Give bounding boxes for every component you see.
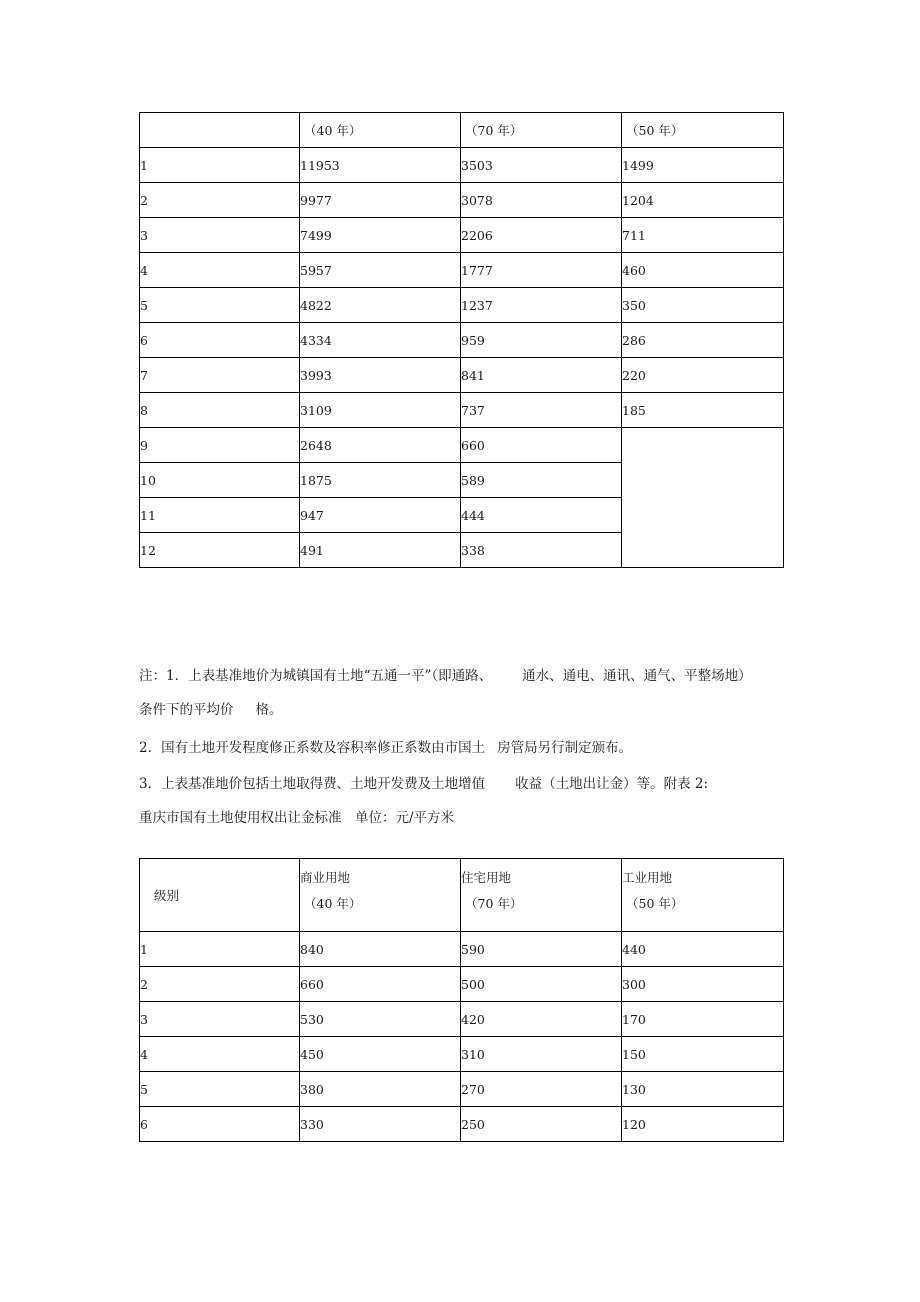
level-cell: 8 bbox=[140, 393, 300, 428]
price-cell: 959 bbox=[461, 323, 622, 358]
fee-cell: 330 bbox=[300, 1107, 461, 1142]
price-cell: 2206 bbox=[461, 218, 622, 253]
price-cell: 711 bbox=[622, 218, 784, 253]
merged-empty-cell bbox=[622, 428, 784, 568]
fee-cell: 530 bbox=[300, 1002, 461, 1037]
price-cell: 338 bbox=[461, 533, 622, 568]
price-cell: 1204 bbox=[622, 183, 784, 218]
table-2-header-row bbox=[140, 859, 784, 932]
level-cell: 3 bbox=[140, 1002, 300, 1037]
table-row bbox=[140, 323, 784, 358]
price-cell: 3078 bbox=[461, 183, 622, 218]
price-cell: 350 bbox=[622, 288, 784, 323]
price-cell: 1777 bbox=[461, 253, 622, 288]
price-cell: 737 bbox=[461, 393, 622, 428]
price-cell: 4334 bbox=[300, 323, 461, 358]
price-cell: 947 bbox=[300, 498, 461, 533]
column-years-industrial: （50 年） bbox=[626, 896, 684, 911]
table-row bbox=[140, 288, 784, 323]
table-row bbox=[140, 1037, 784, 1072]
header-cell-commercial bbox=[300, 859, 461, 932]
note-1-part-a: 注：1．上表基准地价为城镇国有土地“五通一平”（即通路、 bbox=[139, 668, 493, 684]
header-cell: （70 年） bbox=[461, 113, 622, 148]
column-years-commercial: （40 年） bbox=[304, 896, 362, 911]
level-cell: 2 bbox=[140, 967, 300, 1002]
level-cell: 10 bbox=[140, 463, 300, 498]
base-land-price-table bbox=[139, 112, 784, 568]
level-cell: 2 bbox=[140, 183, 300, 218]
fee-cell: 500 bbox=[461, 967, 622, 1002]
price-cell: 11953 bbox=[300, 148, 461, 183]
note-1-part-b: 通水、通电、通讯、通气、平整场地） bbox=[522, 668, 752, 684]
price-cell: 444 bbox=[461, 498, 622, 533]
table-row bbox=[140, 218, 784, 253]
note-2-part-b: 房管局另行制定颁布。 bbox=[497, 740, 633, 756]
table-row bbox=[140, 1002, 784, 1037]
fee-cell: 440 bbox=[622, 932, 784, 967]
note-3-part-a: 3．上表基准地价包括土地取得费、土地开发费及土地增值 bbox=[139, 776, 486, 792]
fee-cell: 150 bbox=[622, 1037, 784, 1072]
price-cell: 9977 bbox=[300, 183, 461, 218]
price-cell: 5957 bbox=[300, 253, 461, 288]
fee-cell: 450 bbox=[300, 1037, 461, 1072]
note-3-part-b: 收益（土地出让金）等。附表 2: bbox=[515, 776, 709, 792]
level-cell: 7 bbox=[140, 358, 300, 393]
price-cell: 3109 bbox=[300, 393, 461, 428]
fee-cell: 270 bbox=[461, 1072, 622, 1107]
fee-cell: 300 bbox=[622, 967, 784, 1002]
level-cell: 9 bbox=[140, 428, 300, 463]
price-cell: 7499 bbox=[300, 218, 461, 253]
price-cell: 660 bbox=[461, 428, 622, 463]
price-cell: 286 bbox=[622, 323, 784, 358]
table-row bbox=[140, 358, 784, 393]
fee-cell: 250 bbox=[461, 1107, 622, 1142]
level-cell: 5 bbox=[140, 1072, 300, 1107]
level-cell: 1 bbox=[140, 932, 300, 967]
note-2 bbox=[139, 738, 799, 758]
header-cell: （50 年） bbox=[622, 113, 784, 148]
table-row bbox=[140, 967, 784, 1002]
level-cell: 11 bbox=[140, 498, 300, 533]
header-cell bbox=[140, 113, 300, 148]
land-transfer-fee-table bbox=[139, 858, 784, 1142]
column-name-industrial: 工业用地 bbox=[622, 870, 673, 885]
price-cell: 2648 bbox=[300, 428, 461, 463]
level-cell: 3 bbox=[140, 218, 300, 253]
price-cell: 185 bbox=[622, 393, 784, 428]
price-cell: 1875 bbox=[300, 463, 461, 498]
level-cell: 1 bbox=[140, 148, 300, 183]
level-header: 级别 bbox=[154, 888, 180, 903]
level-header-cell bbox=[140, 859, 300, 932]
price-cell: 1237 bbox=[461, 288, 622, 323]
price-cell: 3993 bbox=[300, 358, 461, 393]
table-row bbox=[140, 1072, 784, 1107]
note-1 bbox=[139, 666, 799, 720]
level-cell: 12 bbox=[140, 533, 300, 568]
header-cell-industrial bbox=[622, 859, 784, 932]
column-years-residential: （70 年） bbox=[465, 896, 523, 911]
price-cell: 220 bbox=[622, 358, 784, 393]
fee-cell: 310 bbox=[461, 1037, 622, 1072]
fee-cell: 120 bbox=[622, 1107, 784, 1142]
table-2-caption: 重庆市国有土地使用权出让金标准 单位：元/平方米 bbox=[139, 810, 455, 826]
price-cell: 491 bbox=[300, 533, 461, 568]
level-cell: 4 bbox=[140, 253, 300, 288]
table-row bbox=[140, 428, 784, 463]
level-cell: 4 bbox=[140, 1037, 300, 1072]
note-1-part-d: 格。 bbox=[255, 702, 283, 718]
column-name-residential: 住宅用地 bbox=[461, 870, 512, 885]
fee-cell: 840 bbox=[300, 932, 461, 967]
table-row bbox=[140, 393, 784, 428]
fee-cell: 130 bbox=[622, 1072, 784, 1107]
table-row bbox=[140, 1107, 784, 1142]
level-cell: 6 bbox=[140, 323, 300, 358]
note-3 bbox=[139, 774, 799, 794]
fee-cell: 170 bbox=[622, 1002, 784, 1037]
table-row bbox=[140, 932, 784, 967]
note-2-part-a: 2．国有土地开发程度修正系数及容积率修正系数由市国土 bbox=[139, 740, 486, 756]
price-cell: 841 bbox=[461, 358, 622, 393]
table-row bbox=[140, 253, 784, 288]
fee-cell: 420 bbox=[461, 1002, 622, 1037]
price-cell: 4822 bbox=[300, 288, 461, 323]
column-name-commercial: 商业用地 bbox=[300, 870, 351, 885]
table-1-header-row bbox=[140, 113, 784, 148]
level-cell: 6 bbox=[140, 1107, 300, 1142]
fee-cell: 380 bbox=[300, 1072, 461, 1107]
fee-cell: 590 bbox=[461, 932, 622, 967]
header-cell: （40 年） bbox=[300, 113, 461, 148]
price-cell: 3503 bbox=[461, 148, 622, 183]
table-row bbox=[140, 148, 784, 183]
fee-cell: 660 bbox=[300, 967, 461, 1002]
header-cell-residential bbox=[461, 859, 622, 932]
table-row bbox=[140, 183, 784, 218]
level-cell: 5 bbox=[140, 288, 300, 323]
price-cell: 589 bbox=[461, 463, 622, 498]
price-cell: 460 bbox=[622, 253, 784, 288]
note-1-part-c: 条件下的平均价 bbox=[139, 702, 234, 718]
price-cell: 1499 bbox=[622, 148, 784, 183]
